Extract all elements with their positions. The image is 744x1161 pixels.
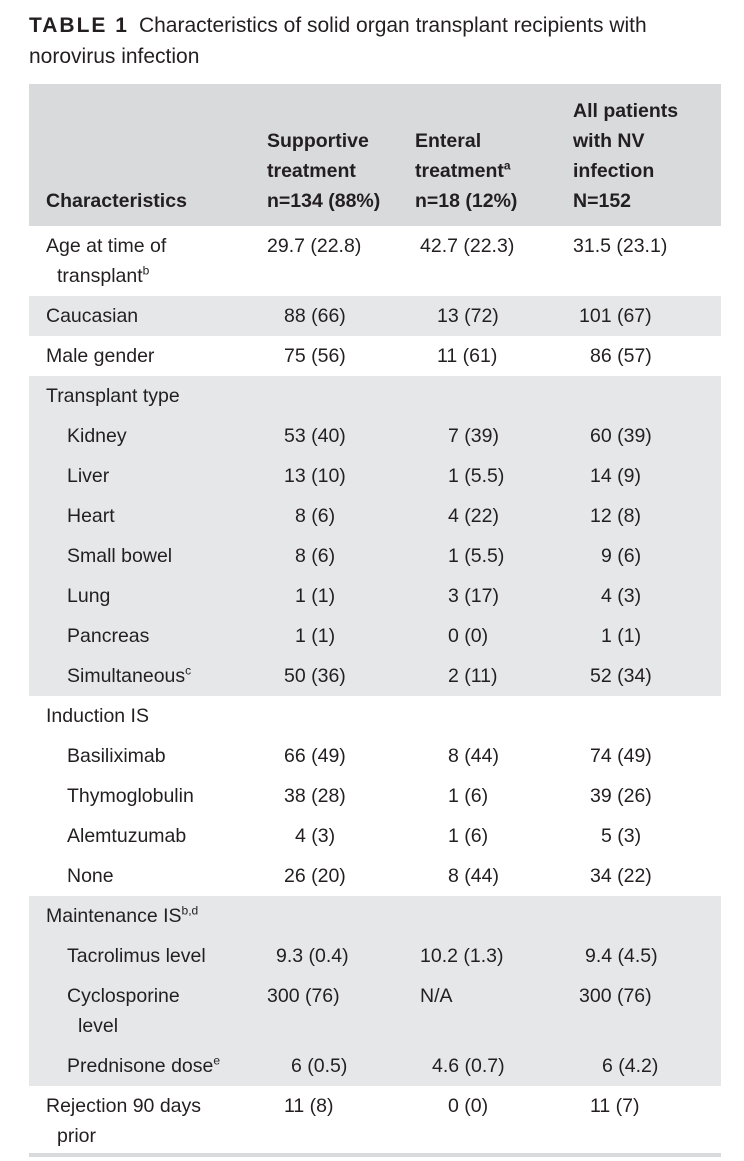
cell-supportive: 26 (20) — [284, 865, 346, 887]
table-caption — [29, 10, 729, 72]
row-label: Age at time of transplant$^b$ — [46, 235, 167, 287]
cell-all: 101 (67) — [573, 296, 721, 336]
cell-supportive: 9.3 (0.4) — [267, 936, 415, 976]
cell-enteral: 4.6 (0.7) — [415, 1046, 573, 1086]
cell-supportive: 53 (40) — [267, 416, 415, 456]
cell-supportive: 300 (76) — [267, 976, 415, 1046]
row-label: Lung — [29, 576, 267, 616]
cell-all: 11 (7) — [590, 1095, 640, 1117]
cell-enteral: 7 (39) — [415, 416, 573, 456]
cell-all: 14 (9) — [573, 456, 721, 496]
cell-all: 12 (8) — [573, 496, 721, 536]
row-label: Alemtuzumab — [67, 825, 187, 847]
cell-enteral: 42.7 (22.3) — [420, 235, 515, 257]
table-row — [29, 776, 721, 816]
cell-all: 74 (49) — [590, 745, 652, 767]
cell-supportive: 6 (0.5) — [267, 1046, 415, 1086]
cell-all: 39 (26) — [590, 785, 652, 807]
cell-supportive: 1 (1) — [267, 616, 415, 656]
cell-all: 60 (39) — [573, 416, 721, 456]
cell-enteral: 2 (11) — [415, 656, 573, 696]
row-label: Cyclosporine level — [29, 976, 267, 1046]
cell-supportive: 88 (66) — [267, 296, 415, 336]
row-label: Simultaneous$^c$ — [29, 656, 267, 696]
cell-supportive: 11 (8) — [284, 1095, 334, 1117]
cell-enteral: 13 (72) — [415, 296, 573, 336]
table-row — [29, 896, 721, 936]
cell-enteral: 1 (6) — [448, 825, 489, 847]
table-row — [29, 376, 721, 416]
cell-supportive: 29.7 (22.8) — [267, 235, 362, 257]
cell-supportive: 4 (3) — [295, 825, 336, 847]
table-row — [29, 1046, 721, 1086]
header-characteristics: Characteristics — [29, 84, 267, 226]
cell-all: 86 (57) — [590, 345, 652, 367]
row-label: Thymoglobulin — [67, 785, 194, 807]
cell-supportive: 75 (56) — [284, 345, 346, 367]
section-heading-transplant-type: Transplant type — [29, 376, 721, 416]
row-label: Heart — [29, 496, 267, 536]
header-enteral: Enteral treatment$^a$ n=18 (12%) — [415, 84, 573, 226]
cell-all: 34 (22) — [590, 865, 652, 887]
cell-enteral: 8 (44) — [448, 865, 499, 887]
table-row — [29, 226, 721, 296]
cell-enteral: 1 (6) — [448, 785, 489, 807]
header-supportive: Supportive treatment n=134 (88%) — [267, 84, 415, 226]
cell-supportive: 66 (49) — [284, 745, 346, 767]
cell-enteral: 0 (0) — [415, 616, 573, 656]
cell-all: 6 (4.2) — [573, 1046, 721, 1086]
row-label: Pancreas — [29, 616, 267, 656]
row-label: Small bowel — [29, 536, 267, 576]
cell-supportive: 50 (36) — [267, 656, 415, 696]
row-label: Caucasian — [29, 296, 267, 336]
table-row — [29, 736, 721, 776]
table-row — [29, 456, 721, 496]
cell-enteral: 11 (61) — [437, 345, 498, 367]
row-label: Liver — [29, 456, 267, 496]
row-label: None — [67, 865, 114, 887]
table-row — [29, 936, 721, 976]
cell-enteral: 3 (17) — [415, 576, 573, 616]
table-row — [29, 336, 721, 376]
characteristics-table — [29, 84, 721, 1156]
cell-enteral: 1 (5.5) — [415, 536, 573, 576]
table-row — [29, 816, 721, 856]
cell-supportive: 13 (10) — [267, 456, 415, 496]
cell-all: 31.5 (23.1) — [573, 235, 668, 257]
cell-all: 52 (34) — [573, 656, 721, 696]
table-row — [29, 616, 721, 656]
section-heading-induction-is: Induction IS — [46, 705, 149, 727]
row-label: Tacrolimus level — [29, 936, 267, 976]
table-row — [29, 856, 721, 896]
cell-all: 9.4 (4.5) — [573, 936, 721, 976]
cell-all: 4 (3) — [573, 576, 721, 616]
cell-supportive: 8 (6) — [267, 536, 415, 576]
table-row — [29, 296, 721, 336]
table-row — [29, 496, 721, 536]
cell-supportive: 8 (6) — [267, 496, 415, 536]
table-title: Characteristics of solid organ transplant recipients with norovirus infection — [29, 14, 647, 68]
table-row — [29, 696, 721, 736]
header-all-patients: All patients with NV infection N=152 — [573, 84, 721, 226]
cell-all: 9 (6) — [573, 536, 721, 576]
cell-enteral: 0 (0) — [448, 1095, 489, 1117]
bottom-rule — [29, 1153, 721, 1157]
cell-enteral: 4 (22) — [415, 496, 573, 536]
table-row — [29, 656, 721, 696]
table-row — [29, 576, 721, 616]
cell-enteral: 8 (44) — [448, 745, 499, 767]
row-label: Kidney — [29, 416, 267, 456]
table-body — [29, 226, 721, 1156]
row-label: Rejection 90 days prior — [46, 1095, 202, 1147]
row-label: Male gender — [46, 345, 155, 367]
section-heading-maintenance-is: Maintenance IS$^{b,d}$ — [29, 896, 721, 936]
cell-enteral: 10.2 (1.3) — [415, 936, 573, 976]
table-row — [29, 536, 721, 576]
row-label: Prednisone dose$^e$ — [29, 1046, 267, 1086]
cell-enteral: 1 (5.5) — [415, 456, 573, 496]
cell-supportive: 1 (1) — [267, 576, 415, 616]
cell-all: 5 (3) — [601, 825, 642, 847]
table-row — [29, 416, 721, 456]
cell-all: 300 (76) — [573, 976, 721, 1046]
cell-enteral: N/A — [415, 976, 573, 1046]
table-label: TABLE 1 — [29, 14, 129, 37]
table-row — [29, 1086, 721, 1156]
table-row — [29, 976, 721, 1046]
row-label: Basiliximab — [67, 745, 166, 767]
cell-all: 1 (1) — [573, 616, 721, 656]
cell-supportive: 38 (28) — [284, 785, 346, 807]
table-header — [29, 84, 721, 226]
header-row — [29, 84, 721, 226]
